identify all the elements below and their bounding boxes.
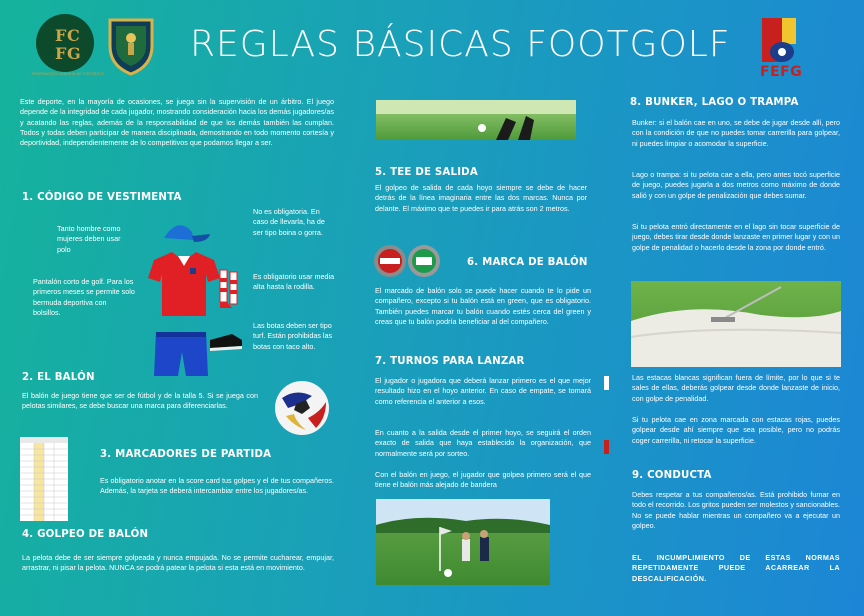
ball-markers-icon xyxy=(372,241,442,281)
bunker-photo xyxy=(631,281,841,367)
cap-icon xyxy=(164,225,210,242)
bunker-text-1: Bunker: si el balón cae en uno, se debe de jugar desde allí, pero con la condición de que no puedes tomar carrerilla para golpear, ni puedes limpiar o acomodar la superficie. xyxy=(632,118,840,148)
tee-text: El golpeo de salida de cada hoyo siempre se debe de hacer detrás de la línea imaginaria entre las dos marcas. Nunca por delante. El máximo que te puedes ir para atrás son 2 metros. xyxy=(375,183,587,213)
disqualification-warning: EL INCUMPLIMIENTO DE ESTAS NORMAS REPETIDAMENTE PUEDE ACARREAR LA DESCALIFICACIÓN. xyxy=(632,553,840,583)
page-title: REGLAS BÁSICAS FOOTGOLF xyxy=(190,24,731,65)
polo-shirt-icon xyxy=(148,252,220,316)
bunker-text-2: Lago o trampa: si tu pelota cae a ella, pero antes tocó superficie de juego, puedes jugarla a dos metros como máximo de donde salió y con un golpe de penalización que debes sumar. xyxy=(632,170,840,200)
shorts-icon xyxy=(154,332,208,376)
football-icon xyxy=(272,378,332,438)
white-stake-marker xyxy=(604,376,609,390)
note-shorts: Pantalón corto de golf. Para los primeros meses se permite solo bermuda deportiva con bolsillos. xyxy=(33,277,135,317)
turns-text-2: En cuanto a la salida desde el primer hoyo, se seguirá el orden exacto de salida que haya establecido la organización, que normalmente será por sorteo. xyxy=(375,428,591,458)
white-stakes-text: Las estacas blancas significan fuera de límite, por lo que si te sales de ellas, deberás golpear desde donde lanzaste de inicio, con golpe de penalidad. xyxy=(632,373,840,403)
fefg-text: FEFG xyxy=(760,64,803,80)
green-photo xyxy=(376,499,550,585)
scorecard-text: Es obligatorio anotar en la score card tus golpes y el de tus compañeros. Además, la tarjeta se deberá intercambiar entre los jugadores/as. xyxy=(100,476,334,496)
section-heading-ball: 2. EL BALÓN xyxy=(22,372,95,383)
note-polo: Tanto hombre como mujeres deben usar polo xyxy=(57,224,121,254)
bunker-text-3: Si tu pelota entró directamente en el lago sin tocar superficie de juego, debes tirar desde donde lanzaste en primer lugar y con un golpe de penalidad o hacerlo desde la zona por donde entró. xyxy=(632,222,840,252)
turns-text-3: Con el balón en juego, el jugador que golpea primero será el que tiene el balón más alejado de bandera xyxy=(375,470,591,490)
crest-logo xyxy=(106,16,156,76)
crest-shield-icon xyxy=(106,16,156,76)
turns-text-1: El jugador o jugadora que deberá lanzar primero es el que mejor resultado hizo en el hoyo anterior. En caso de empate, se tomará como referencia el anterior a esos. xyxy=(375,376,591,406)
section-heading-tee: 5. TEE DE SALIDA xyxy=(375,167,478,178)
players-on-green-icon xyxy=(376,499,550,585)
section-heading-kick: 4. GOLPEO DE BALÓN xyxy=(22,529,149,540)
section-heading-bunker: 8. BUNKER, LAGO O TRAMPA xyxy=(630,97,799,108)
kick-photo xyxy=(376,100,576,140)
socks-icon xyxy=(220,270,237,308)
ball-text: El balón de juego tiene que ser de fútbol y de la talla 5. Si se juega con pelotas similares, se debe buscar una marca para diferenciarlas. xyxy=(22,391,258,411)
note-cap: No es obligatoria. En caso de llevarla, ha de ser tipo boina o gorra. xyxy=(253,207,325,237)
clothing-illustration xyxy=(134,212,246,387)
fefg-emblem-icon xyxy=(756,14,806,70)
svg-text:C: C xyxy=(67,26,80,45)
conduct-text: Debes respetar a tus compañeros/as. Está prohibido fumar en todo el recorrido. Los gritos pueden ser molestos y sancionables. No se puede hablar mientras un compañero va a ejecutar un golpeo. xyxy=(632,490,840,530)
red-stake-marker xyxy=(604,440,609,454)
note-shoes: Las botas deben ser tipo turf. Están prohibidas las botas con taco alto. xyxy=(253,321,333,351)
player-kicking-icon xyxy=(376,100,576,140)
section-heading-ball-mark: 6. MARCA DE BALÓN xyxy=(467,257,588,268)
intro-text: Este deporte, en la mayoría de ocasiones, se juega sin la supervisión de un árbitro. El juego depende de la integridad de cada jugador, mostrando consideración hacia los demás jugadores/as y acatando las reglas, además de la responsabilidad de que los demás también las cumplan. Todos y todas deben participar de manera disciplinada, demostrando en todo momento cortesía y deportividad, independientemente de lo competitivos que podamos llegar a ser. xyxy=(20,97,334,148)
svg-text:G: G xyxy=(67,44,81,63)
bunker-rake-icon xyxy=(631,281,841,367)
kick-text: La pelota debe de ser siempre golpeada y nunca empujada. No se permite cucharear, empujar, arrastrar, ni pisar la pelota. NUNCA se podrá patear la pelota si esta está en movimiento. xyxy=(22,553,334,573)
note-socks: Es obligatorio usar media alta hasta la rodilla. xyxy=(253,272,335,292)
fcfg-logo xyxy=(36,14,94,72)
svg-text:F: F xyxy=(55,44,67,63)
section-heading-turns: 7. TURNOS PARA LANZAR xyxy=(375,356,525,367)
fcfg-logo-mark xyxy=(36,14,94,72)
ball-mark-text: El marcado de balón solo se puede hacer cuando te lo pide un compañero, excepto si tu balón está en green, que es obligatorio. También puedes marcar tu balón cuando estés cerca del green y creas que tu balón podría beneficiar al del compañero. xyxy=(375,286,591,326)
fcfg-caption: FEDERACIÓN CANARIA DE FOOTGOLF xyxy=(31,72,105,76)
red-stakes-text: Si tu pelota cae en zona marcada con estacas rojas, puedes golpear desde ahí siempre que sea posible, pero no podrás coger carrerilla, ni retocar la superficie. xyxy=(632,415,840,445)
section-heading-scorecard: 3. MARCADORES DE PARTIDA xyxy=(100,449,272,460)
boots-icon xyxy=(210,334,242,351)
section-heading-dress-code: 1. CÓDIGO DE VESTIMENTA xyxy=(22,192,182,203)
score-card-icon xyxy=(20,437,68,521)
section-heading-conduct: 9. CONDUCTA xyxy=(632,470,712,481)
svg-text:F: F xyxy=(55,26,67,45)
